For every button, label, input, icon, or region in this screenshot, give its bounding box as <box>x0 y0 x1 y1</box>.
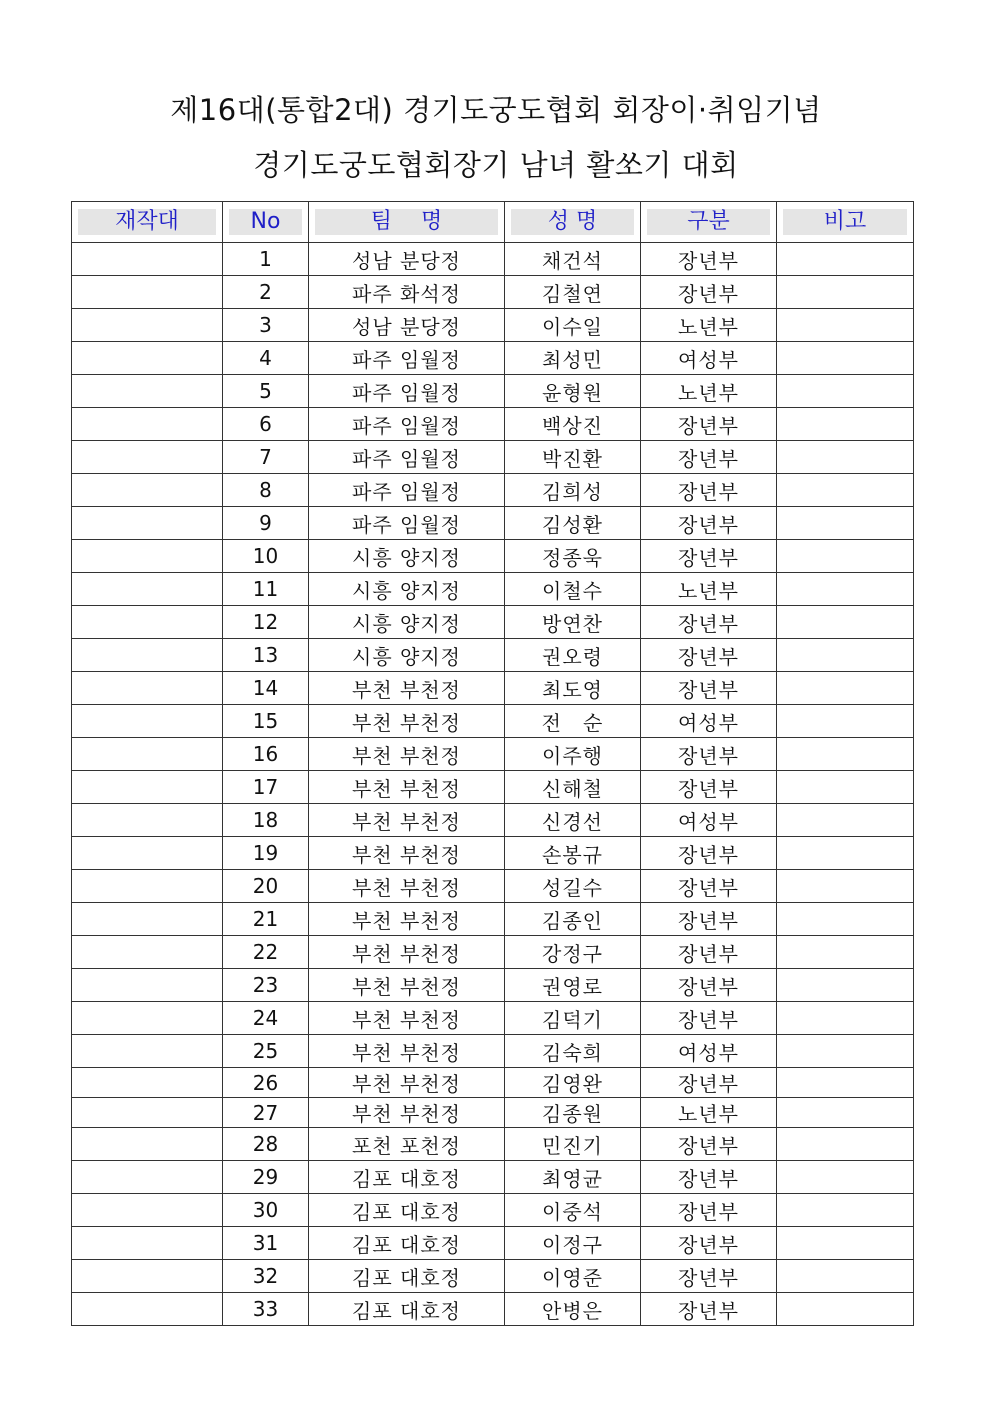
team-cell: 파주 임월정 <box>309 408 505 441</box>
name-cell: 이철수 <box>505 573 641 606</box>
header-remarks-label: 비고 <box>783 209 907 235</box>
no-cell: 32 <box>223 1260 309 1293</box>
category-cell: 장년부 <box>641 276 777 309</box>
table-row <box>72 705 914 738</box>
station-cell <box>72 1293 223 1326</box>
team-cell: 부천 부천정 <box>309 837 505 870</box>
station-cell <box>72 936 223 969</box>
header-team-label: 팀 명 <box>315 209 498 235</box>
category-cell: 장년부 <box>641 1068 777 1098</box>
name-cell: 권오령 <box>505 639 641 672</box>
header-remarks <box>777 202 914 243</box>
remarks-cell <box>777 936 914 969</box>
name-cell: 김희성 <box>505 474 641 507</box>
name-cell: 이중석 <box>505 1194 641 1227</box>
name-cell: 최도영 <box>505 672 641 705</box>
team-cell: 파주 임월정 <box>309 342 505 375</box>
name-cell: 최영균 <box>505 1161 641 1194</box>
category-cell: 장년부 <box>641 1260 777 1293</box>
category-cell: 여성부 <box>641 705 777 738</box>
remarks-cell <box>777 705 914 738</box>
category-cell: 여성부 <box>641 342 777 375</box>
name-cell: 전 순 <box>505 705 641 738</box>
no-cell: 23 <box>223 969 309 1002</box>
name-cell: 이수일 <box>505 309 641 342</box>
name-cell: 김종인 <box>505 903 641 936</box>
no-cell: 14 <box>223 672 309 705</box>
name-cell: 손봉규 <box>505 837 641 870</box>
table-row <box>72 243 914 276</box>
category-cell: 장년부 <box>641 1194 777 1227</box>
team-cell: 부천 부천정 <box>309 1002 505 1035</box>
name-cell: 성길수 <box>505 870 641 903</box>
header-team <box>309 202 505 243</box>
category-cell: 장년부 <box>641 540 777 573</box>
category-cell: 장년부 <box>641 474 777 507</box>
station-cell <box>72 474 223 507</box>
name-cell: 이정구 <box>505 1227 641 1260</box>
name-cell: 박진환 <box>505 441 641 474</box>
table-row <box>72 903 914 936</box>
station-cell <box>72 276 223 309</box>
remarks-cell <box>777 870 914 903</box>
station-cell <box>72 837 223 870</box>
no-cell: 2 <box>223 276 309 309</box>
team-cell: 포천 포천정 <box>309 1128 505 1161</box>
no-cell: 22 <box>223 936 309 969</box>
name-cell: 신해철 <box>505 771 641 804</box>
no-cell: 5 <box>223 375 309 408</box>
no-cell: 20 <box>223 870 309 903</box>
no-cell: 10 <box>223 540 309 573</box>
category-cell: 여성부 <box>641 1035 777 1068</box>
station-cell <box>72 804 223 837</box>
header-category <box>641 202 777 243</box>
no-cell: 8 <box>223 474 309 507</box>
no-cell: 7 <box>223 441 309 474</box>
no-cell: 15 <box>223 705 309 738</box>
team-cell: 시흥 양지정 <box>309 639 505 672</box>
name-cell: 권영로 <box>505 969 641 1002</box>
name-cell: 최성민 <box>505 342 641 375</box>
no-cell: 26 <box>223 1068 309 1098</box>
no-cell: 4 <box>223 342 309 375</box>
name-cell: 김종원 <box>505 1098 641 1128</box>
station-cell <box>72 540 223 573</box>
team-cell: 부천 부천정 <box>309 672 505 705</box>
name-cell: 방연찬 <box>505 606 641 639</box>
no-cell: 6 <box>223 408 309 441</box>
category-cell: 장년부 <box>641 969 777 1002</box>
station-cell <box>72 375 223 408</box>
category-cell: 장년부 <box>641 1161 777 1194</box>
team-cell: 김포 대호정 <box>309 1260 505 1293</box>
remarks-cell <box>777 1035 914 1068</box>
station-cell <box>72 639 223 672</box>
name-cell: 김영완 <box>505 1068 641 1098</box>
station-cell <box>72 1035 223 1068</box>
category-cell: 장년부 <box>641 672 777 705</box>
station-cell <box>72 969 223 1002</box>
station-cell <box>72 309 223 342</box>
name-cell: 김철연 <box>505 276 641 309</box>
table-row <box>72 1035 914 1068</box>
name-cell: 김숙희 <box>505 1035 641 1068</box>
station-cell <box>72 606 223 639</box>
station-cell <box>72 243 223 276</box>
table-row <box>72 441 914 474</box>
team-cell: 파주 임월정 <box>309 375 505 408</box>
station-cell <box>72 1068 223 1098</box>
team-cell: 부천 부천정 <box>309 1098 505 1128</box>
category-cell: 장년부 <box>641 507 777 540</box>
remarks-cell <box>777 903 914 936</box>
table-row <box>72 639 914 672</box>
remarks-cell <box>777 672 914 705</box>
header-name <box>505 202 641 243</box>
header-category-label: 구분 <box>647 209 770 235</box>
remarks-cell <box>777 738 914 771</box>
table-header-row <box>72 202 914 243</box>
no-cell: 25 <box>223 1035 309 1068</box>
category-cell: 장년부 <box>641 441 777 474</box>
name-cell: 안병은 <box>505 1293 641 1326</box>
category-cell: 노년부 <box>641 573 777 606</box>
table-row <box>72 738 914 771</box>
category-cell: 장년부 <box>641 903 777 936</box>
table-row <box>72 969 914 1002</box>
station-cell <box>72 573 223 606</box>
no-cell: 19 <box>223 837 309 870</box>
table-row <box>72 1068 914 1098</box>
remarks-cell <box>777 573 914 606</box>
category-cell: 노년부 <box>641 309 777 342</box>
team-cell: 시흥 양지정 <box>309 573 505 606</box>
table-row <box>72 1293 914 1326</box>
table-row <box>72 606 914 639</box>
table-row <box>72 771 914 804</box>
station-cell <box>72 1128 223 1161</box>
team-cell: 김포 대호정 <box>309 1227 505 1260</box>
table-row <box>72 1227 914 1260</box>
no-cell: 12 <box>223 606 309 639</box>
team-cell: 부천 부천정 <box>309 771 505 804</box>
name-cell: 김성환 <box>505 507 641 540</box>
station-cell <box>72 672 223 705</box>
table-row <box>72 804 914 837</box>
category-cell: 장년부 <box>641 1227 777 1260</box>
remarks-cell <box>777 441 914 474</box>
team-cell: 부천 부천정 <box>309 738 505 771</box>
no-cell: 33 <box>223 1293 309 1326</box>
remarks-cell <box>777 804 914 837</box>
remarks-cell <box>777 1068 914 1098</box>
category-cell: 장년부 <box>641 1128 777 1161</box>
table-row <box>72 276 914 309</box>
team-cell: 파주 임월정 <box>309 474 505 507</box>
team-cell: 부천 부천정 <box>309 903 505 936</box>
name-cell: 신경선 <box>505 804 641 837</box>
title-line-1: 제16대(통합2대) 경기도궁도협회 회장이·취임기념 <box>170 93 822 127</box>
no-cell: 13 <box>223 639 309 672</box>
remarks-cell <box>777 540 914 573</box>
team-cell: 부천 부천정 <box>309 969 505 1002</box>
remarks-cell <box>777 342 914 375</box>
station-cell <box>72 738 223 771</box>
header-no <box>223 202 309 243</box>
station-cell <box>72 441 223 474</box>
participant-table <box>71 201 914 1326</box>
name-cell: 이영준 <box>505 1260 641 1293</box>
remarks-cell <box>777 639 914 672</box>
no-cell: 9 <box>223 507 309 540</box>
station-cell <box>72 1227 223 1260</box>
station-cell <box>72 408 223 441</box>
no-cell: 1 <box>223 243 309 276</box>
team-cell: 파주 임월정 <box>309 441 505 474</box>
category-cell: 장년부 <box>641 771 777 804</box>
header-station <box>72 202 223 243</box>
name-cell: 강정구 <box>505 936 641 969</box>
table-row <box>72 540 914 573</box>
team-cell: 파주 화석정 <box>309 276 505 309</box>
remarks-cell <box>777 1161 914 1194</box>
title-line-2: 경기도궁도협회장기 남녀 활쏘기 대회 <box>253 148 739 182</box>
name-cell: 김덕기 <box>505 1002 641 1035</box>
station-cell <box>72 705 223 738</box>
table-row <box>72 309 914 342</box>
no-cell: 30 <box>223 1194 309 1227</box>
team-cell: 성남 분당정 <box>309 243 505 276</box>
category-cell: 장년부 <box>641 606 777 639</box>
remarks-cell <box>777 771 914 804</box>
remarks-cell <box>777 507 914 540</box>
station-cell <box>72 771 223 804</box>
category-cell: 장년부 <box>641 870 777 903</box>
team-cell: 부천 부천정 <box>309 1068 505 1098</box>
no-cell: 3 <box>223 309 309 342</box>
station-cell <box>72 1260 223 1293</box>
team-cell: 시흥 양지정 <box>309 606 505 639</box>
table-row <box>72 408 914 441</box>
team-cell: 부천 부천정 <box>309 1035 505 1068</box>
table-row <box>72 342 914 375</box>
category-cell: 노년부 <box>641 375 777 408</box>
category-cell: 장년부 <box>641 408 777 441</box>
table-row <box>72 672 914 705</box>
remarks-cell <box>777 1098 914 1128</box>
remarks-cell <box>777 276 914 309</box>
table-row <box>72 1194 914 1227</box>
table-row <box>72 936 914 969</box>
team-cell: 김포 대호정 <box>309 1293 505 1326</box>
no-cell: 28 <box>223 1128 309 1161</box>
station-cell <box>72 903 223 936</box>
table-row <box>72 1002 914 1035</box>
remarks-cell <box>777 474 914 507</box>
header-no-label: No <box>229 209 302 235</box>
table-row <box>72 375 914 408</box>
category-cell: 장년부 <box>641 243 777 276</box>
no-cell: 24 <box>223 1002 309 1035</box>
category-cell: 장년부 <box>641 738 777 771</box>
station-cell <box>72 870 223 903</box>
remarks-cell <box>777 1128 914 1161</box>
team-cell: 부천 부천정 <box>309 936 505 969</box>
category-cell: 장년부 <box>641 1293 777 1326</box>
name-cell: 윤형원 <box>505 375 641 408</box>
remarks-cell <box>777 1293 914 1326</box>
category-cell: 여성부 <box>641 804 777 837</box>
header-station-label: 재작대 <box>78 209 216 235</box>
remarks-cell <box>777 606 914 639</box>
name-cell: 채건석 <box>505 243 641 276</box>
table-row <box>72 1128 914 1161</box>
remarks-cell <box>777 1002 914 1035</box>
category-cell: 장년부 <box>641 1002 777 1035</box>
remarks-cell <box>777 1194 914 1227</box>
no-cell: 11 <box>223 573 309 606</box>
team-cell: 파주 임월정 <box>309 507 505 540</box>
no-cell: 21 <box>223 903 309 936</box>
remarks-cell <box>777 375 914 408</box>
station-cell <box>72 1194 223 1227</box>
category-cell: 장년부 <box>641 837 777 870</box>
remarks-cell <box>777 1260 914 1293</box>
team-cell: 부천 부천정 <box>309 804 505 837</box>
station-cell <box>72 1002 223 1035</box>
no-cell: 18 <box>223 804 309 837</box>
team-cell: 부천 부천정 <box>309 705 505 738</box>
station-cell <box>72 342 223 375</box>
team-cell: 성남 분당정 <box>309 309 505 342</box>
team-cell: 김포 대호정 <box>309 1161 505 1194</box>
team-cell: 김포 대호정 <box>309 1194 505 1227</box>
station-cell <box>72 507 223 540</box>
table-row <box>72 870 914 903</box>
no-cell: 17 <box>223 771 309 804</box>
category-cell: 노년부 <box>641 1098 777 1128</box>
table-row <box>72 837 914 870</box>
remarks-cell <box>777 837 914 870</box>
no-cell: 31 <box>223 1227 309 1260</box>
no-cell: 16 <box>223 738 309 771</box>
table-row <box>72 1161 914 1194</box>
header-name-label: 성 명 <box>511 209 634 235</box>
name-cell: 정종욱 <box>505 540 641 573</box>
table-row <box>72 1098 914 1128</box>
name-cell: 민진기 <box>505 1128 641 1161</box>
remarks-cell <box>777 243 914 276</box>
table-body <box>72 243 914 1326</box>
category-cell: 장년부 <box>641 639 777 672</box>
remarks-cell <box>777 309 914 342</box>
remarks-cell <box>777 408 914 441</box>
name-cell: 백상진 <box>505 408 641 441</box>
remarks-cell <box>777 969 914 1002</box>
table-row <box>72 573 914 606</box>
name-cell: 이주행 <box>505 738 641 771</box>
no-cell: 29 <box>223 1161 309 1194</box>
category-cell: 장년부 <box>641 936 777 969</box>
team-cell: 부천 부천정 <box>309 870 505 903</box>
team-cell: 시흥 양지정 <box>309 540 505 573</box>
remarks-cell <box>777 1227 914 1260</box>
table-row <box>72 1260 914 1293</box>
station-cell <box>72 1161 223 1194</box>
table-row <box>72 474 914 507</box>
station-cell <box>72 1098 223 1128</box>
table-row <box>72 507 914 540</box>
no-cell: 27 <box>223 1098 309 1128</box>
